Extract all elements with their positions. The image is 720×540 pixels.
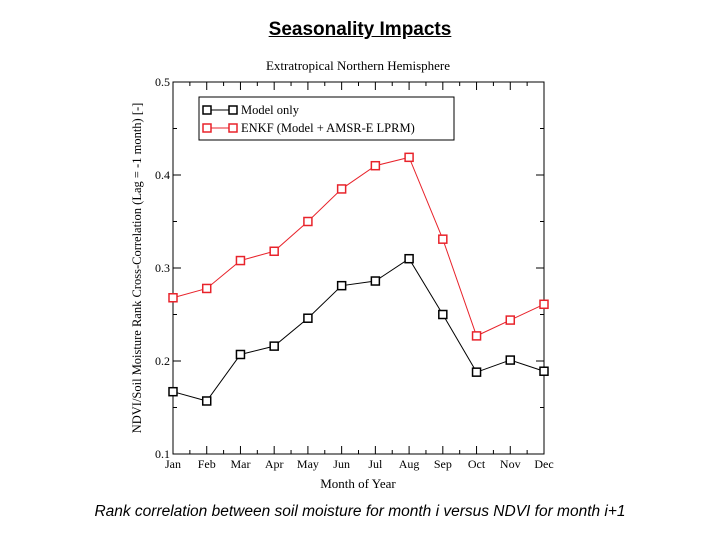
data-point [439,311,447,319]
slide-title: Seasonality Impacts [268,19,452,40]
x-tick-label: Mar [230,457,251,471]
data-point [169,294,177,302]
series-2 [169,153,548,340]
data-point [405,255,413,263]
data-point [203,284,211,292]
data-point [338,282,346,290]
chart-title: Extratropical Northern Hemisphere [265,58,451,73]
data-point [270,247,278,255]
legend-label: Model only [241,103,299,117]
y-tick-label: 0.1 [155,447,170,461]
data-point [304,218,312,226]
data-point [203,397,211,405]
x-tick-label: Apr [264,457,284,471]
x-tick-label: Dec [534,457,554,471]
x-tick-label: Jul [368,457,383,471]
data-point [540,300,548,308]
data-point [540,367,548,375]
data-point [304,314,312,322]
data-point [473,368,481,376]
x-tick-label: Nov [499,457,521,471]
data-point [439,235,447,243]
y-tick-label: 0.5 [155,75,170,89]
y-tick-label: 0.3 [155,261,170,275]
data-point [405,153,413,161]
y-axis-label: NDVI/Soil Moisture Rank Cross-Correlation (Lag = -1 month) [-] [130,102,144,434]
y-tick-label: 0.2 [155,354,170,368]
data-point [371,162,379,170]
x-tick-label: Oct [467,457,486,471]
data-point [169,388,177,396]
figure-caption: Rank correlation between soil moisture for month i versus NDVI for month i+1 [94,503,626,520]
x-axis-label: Month of Year [320,476,396,491]
x-tick-label: Jan [165,457,181,471]
legend-marker [203,124,211,132]
x-tick-label: Feb [197,457,216,471]
data-point [473,332,481,340]
x-tick-label: Jun [333,457,350,471]
x-tick-label: May [296,457,319,471]
data-point [338,185,346,193]
data-point [236,350,244,358]
legend-label: ENKF (Model + AMSR-E LPRM) [241,121,415,135]
x-tick-label: Aug [398,457,420,471]
series-1 [169,255,548,405]
series-line [173,157,544,336]
legend [199,97,454,140]
data-point [506,356,514,364]
legend-marker [229,106,237,114]
data-point [236,257,244,265]
series-layer [169,153,548,405]
legend-marker [229,124,237,132]
data-point [371,277,379,285]
y-tick-label: 0.4 [155,168,170,182]
data-point [270,342,278,350]
x-tick-label: Sep [433,457,452,471]
data-point [506,316,514,324]
legend-marker [203,106,211,114]
